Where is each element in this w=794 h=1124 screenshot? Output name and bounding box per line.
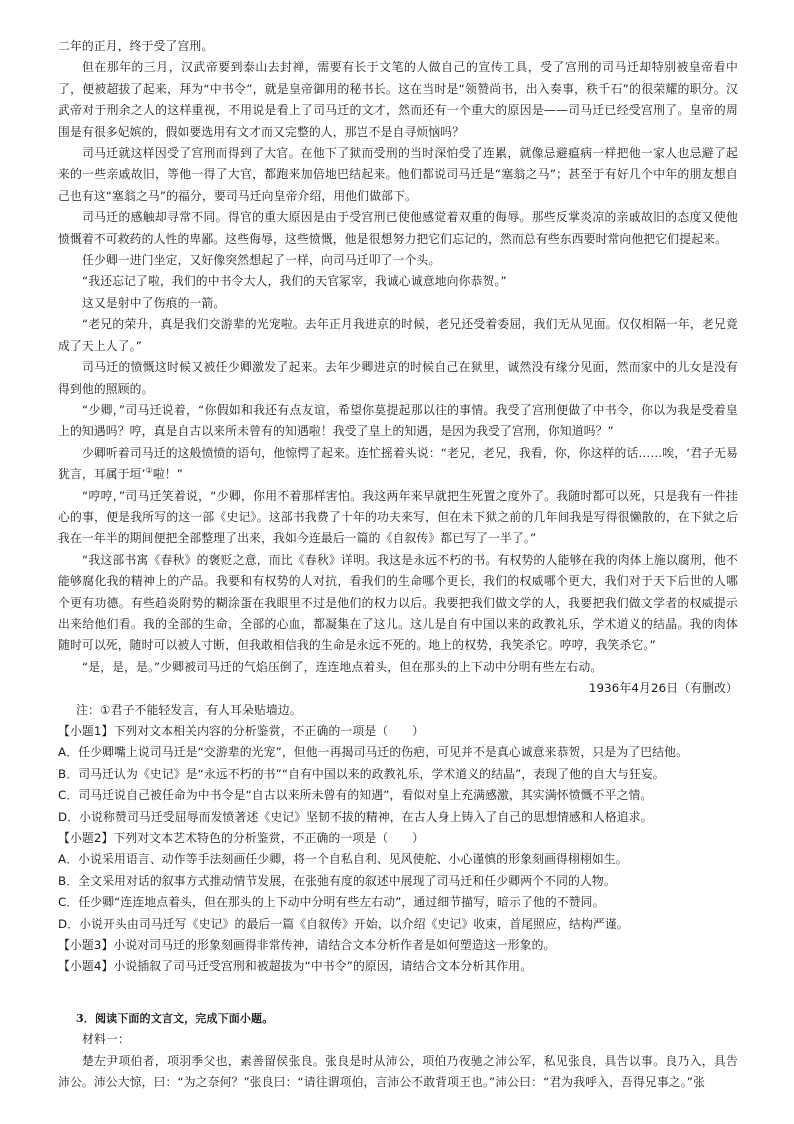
story-paragraph: “我还忘记了啦，我们的中书令大人，我们的天官冢宰，我诚心诚意地向你恭贺。” <box>82 274 507 289</box>
story-paragraph: “老兄的荣升，真是我们交游辈的光宠啦。去年正月我进京的时候，老兄还受着委屈，我们无从见面。仅仅相隔一年，老兄竟成了天上人了。” <box>58 317 738 353</box>
question-stem: 【小题2】下列对文本艺术特色的分析鉴赏，不正确的一项是（ ） <box>58 831 425 846</box>
footnote-marker: ① <box>145 466 153 476</box>
story-paragraph: 这又是射中了伤痕的一箭。 <box>82 295 226 310</box>
story-paragraph: 任少卿一进门坐定，又好像突然想起了一样，向司马迁叩了一个头。 <box>82 253 441 268</box>
paragraph-text: 少卿听着司马迁的这般愤愤的语句，他惊愕了起来。连忙摇着头说：“老兄，老兄，我看，你，你这样的话……唉，‘君子无易犹言，耳属于垣’ <box>58 445 738 482</box>
question-option: A．小说采用语言、动作等手法刻画任少卿，将一个自私自利、见风使舵、小心谨慎的形象刻画得栩栩如生。 <box>58 852 628 867</box>
classical-text: 楚左尹项伯者，项羽季父也，素善留侯张良。张良是时从沛公，项伯乃夜驰之沛公军，私见张良，具告以事。良乃入，具告沛公。沛公大惊，曰：“为之奈何？”张良曰：“请往谓项伯，言沛公不敢背项王也。”沛公曰：“君为我呼入，吾得兄事之。”张 <box>58 1053 738 1090</box>
story-paragraph: “少卿，”司马迁说着，“你假如和我还有点友谊，希望你莫提起那以往的事情。我受了宫刑便做了中书令，你以为我是受着皇上的知遇吗？哼，真是自古以来所未曾有的知遇啦！我受了皇上的知遇，是因为我受了宫刑，你知道吗？” <box>58 402 738 439</box>
question-option: D．小说开头由司马迁写《史记》的最后一篇《自叙传》开始，以介绍《史记》收束，首尾照应，结构严谨。 <box>58 916 629 931</box>
story-date: 1936年4月26日（有删改） <box>588 681 738 696</box>
story-paragraph <box>58 443 738 486</box>
question-stem: 【小题1】下列对文本相关内容的分析鉴赏，不正确的一项是（ ） <box>58 724 425 738</box>
document-page <box>58 36 738 1094</box>
question-option: B．司马迁认为《史记》是“永远不朽的书”“自有中国以来的政教礼乐，学术道义的结晶”，表现了他的自大与狂妄。 <box>58 766 665 781</box>
story-paragraph: “哼哼，”司马迁笑着说，“少卿，你用不着那样害怕。我这两年来早就把生死置之度外了。我随时都可以死，只是我有一件挂心的事，便是我所写的这一部《史记》。这部书我费了十年的功夫来写，但在未下狱之前的几年间我是写得很懒散的，在下狱之后我在一年半的期间便把全部整理了出来，我如今连最后一篇的《自叙传》都已写了一半了。” <box>58 488 738 546</box>
section-heading: 3．阅读下面的文言文，完成下面小题。 <box>76 1011 274 1025</box>
story-paragraph: 司马迁的感触却寻常不同。得官的重大原因是由于受宫刑已使他感觉着双重的侮辱。那些反掌炎凉的亲戚故旧的态度又使他愤慨着不可救药的人性的卑鄙。这些侮辱，这些愤慨，他是很想努力把它们忘记的，然而总有些东西要时常向他把它们提起来。 <box>58 210 738 246</box>
story-paragraph: 司马迁就这样因受了宫刑而得到了大官。在他下了狱而受刑的当时深怕受了连累，就像忌避瘟病一样把他一家人也忌避了起来的一些亲戚故旧，等他一得了大官，都跑来加倍地巴结起来。他们都说司马迁是“塞翁之马”；甚至于有好几个中年的朋友想自己也有这“塞翁之马”的福分，要司马迁向皇帝介绍，用他们做部下。 <box>58 146 738 203</box>
story-paragraph: 但在那年的三月，汉武帝要到泰山去封禅，需要有长于文笔的人做自己的宣传工具，受了宫刑的司马迁却特别被皇帝看中了，便被超拔了起来，拜为“中书令”，就是皇帝御用的秘书长。这在当时是“领赞尚书，出入奏事，秩千石”的很荣耀的职分。汉武帝对于刑余之人的这样重视，不用说是看上了司马迁的文才，然而还有一个重大的原因是——司马迁已经受宫刑了。皇帝的周围是有很多妃嫔的，假如要选用有文才而又完整的人，那岂不是自寻烦恼吗？ <box>58 60 738 139</box>
material-label: 材料一： <box>82 1032 130 1047</box>
question-stem: 【小题4】小说插叙了司马迁受宫刑和被超拔为“中书令”的原因，请结合文本分析其作用。 <box>58 959 533 974</box>
question-option: C．司马迁说自己被任命为中书令是“自古以来所未曾有的知遇”，看似对皇上充满感激，其实满怀愤慨不平之情。 <box>58 788 653 803</box>
question-option: A．任少卿嘴上说司马迁是“交游辈的光宠”，但他一再揭司马迁的伤疤，可见并不是真心诚意来恭贺，只是为了巴结他。 <box>58 745 689 760</box>
story-paragraph: “是，是，是。”少卿被司马迁的气焰压倒了，连连地点着头，但在那头的上下动中分明有些左右动。 <box>82 659 603 674</box>
story-paragraph: 二年的正月，终于受了宫刑。 <box>58 39 214 53</box>
question-option: C．任少卿“连连地点着头，但在那头的上下动中分明有些左右动”，通过细节描写，暗示了他的不赞同。 <box>58 895 605 910</box>
question-option: D．小说称赞司马迁受屈辱而发愤著述《史记》坚韧不拔的精神，在古人身上铸入了自己的思想情感和人格追求。 <box>58 809 653 824</box>
paragraph-text: 啦！” <box>152 467 184 482</box>
story-paragraph: 司马迁的愤慨这时候又被任少卿激发了起来。去年少卿进京的时候自己在狱里，诚然没有缘分见面，然而家中的儿女是没有得到他的照顾的。 <box>58 360 738 396</box>
footnote: 注：①君子不能轻发言，有人耳朵贴墙边。 <box>76 702 302 717</box>
question-option: B．全文采用对话的叙事方式推动情节发展，在张弛有度的叙述中展现了司马迁和任少卿两个不同的人物。 <box>58 873 616 888</box>
question-stem: 【小题3】小说对司马迁的形象刻画得非常传神，请结合文本分析作者是如何塑造这一形象的。 <box>58 938 556 953</box>
story-paragraph: “我这部书寓《春秋》的褒贬之意，而比《春秋》详明。我这是永远不朽的书。有权势的人能够在我的肉体上施以腐刑，他不能够腐化我的精神上的产品。我要和有权势的人对抗，看我们的生命哪个更长，我们的权威哪个更大，我们对于天下后世的人哪个更有功德。有些趋炎附势的糊涂蛋在我眼里不过是他们的权力以后。我要把我们做文学的人，我要把我们做文学者的权威提示出来给他们看。我的全部的生命，全部的心血，都凝集在了这儿。这儿是自有中国以来的政教礼乐，学术道义的结晶。我的肉体随时可以死，随时可以被人寸断，但我敢相信我的生命是永远不死的。地上的权势，我笑杀它。哼哼，我笑杀它。” <box>58 552 738 653</box>
